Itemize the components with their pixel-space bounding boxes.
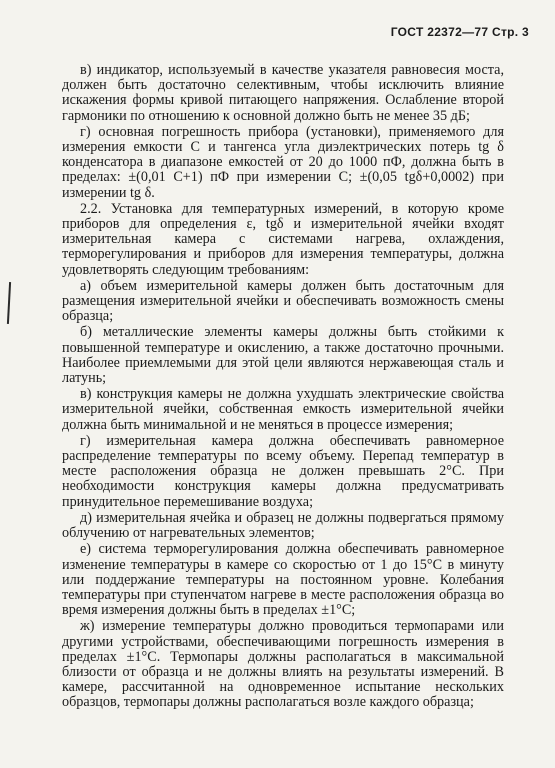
paragraph-g-error: г) основная погрешность прибора (установки), применяемого для измерения емкости C и тангенса угла диэлектрических потерь tg δ конденсатора в диапазоне емкостей от 20 до 1000 пФ, должна быть в пределах: ±(0,01 C+1) пФ при измерении C; ±(0,05 tgδ+0,0002) при измерении tg δ.: [62, 123, 504, 201]
document-body: [62, 63, 504, 712]
paragraph-e-regulation: е) система терморегулирования должна обеспечивать равномерное изменение температуры в камере со скоростью от 1 до 15°C в минуту или поддержание температуры на постоянном уровне. Колебания температуры при ступенчатом нагреве в месте расположения образца во время измерения должны быть в пределах ±1°C;: [62, 541, 504, 619]
paragraph-d-irradiation: д) измерительная ячейка и образец не должны подвергаться прямому облучению от нагревательных элементов;: [62, 509, 504, 542]
paragraph-a-volume: а) объем измерительной камеры должен быть достаточным для размещения измерительной ячейки и обеспечивать возможность смены образца;: [62, 277, 504, 325]
paragraph-2-2: 2.2. Установка для температурных измерений, в которую кроме приборов для определения ε, tgδ и измерительной ячейки входят измерительная камера с системами нагрева, охлаждения, терморегулирования и приборов для измерения температуры, должна удовлетворять следующим требованиям:: [62, 200, 504, 278]
paragraph-v-indicator: в) индикатор, используемый в качестве указателя равновесия моста, должен быть достаточно селективным, чтобы исключить влияние искажения формы кривой питающего напряжения. Ослабление второй гармоники по отношению к основной должно быть не менее 35 дБ;: [62, 62, 504, 124]
paragraph-v-construction: в) конструкция камеры не должна ухудшать электрические свойства измерительной ячейки, собственная емкость измерительной ячейки должна быть минимальной и не меняться в процессе измерения;: [62, 386, 504, 433]
paragraph-zh-measurement: ж) измерение температуры должно проводиться термопарами или другими устройствами, обеспечивающими погрешность измерения в пределах ±1°C. Термопары должны располагаться в максимальной близости от образца и не должны влиять на результаты измерений. В камере, рассчитанной на одновременное испытание нескольких образцов, термопары должны располагаться возле каждого образца;: [62, 618, 504, 711]
paragraph-b-metal: б) металлические элементы камеры должны быть стойкими к повышенной температуре и окислению, а также достаточно прочными. Наиболее приемлемыми для этой цели являются нержавеющая сталь и латунь;: [62, 324, 504, 387]
margin-mark: [7, 282, 11, 324]
paragraph-g-distribution: г) измерительная камера должна обеспечивать равномерное распределение температуры по всему объему. Перепад температур в месте расположения образца не должен превышать 2°C. При необходимости конструкция камеры должна предусматривать принудительное перемешивание воздуха;: [62, 432, 504, 510]
page-header: ГОСТ 22372—77 Стр. 3: [390, 25, 529, 39]
